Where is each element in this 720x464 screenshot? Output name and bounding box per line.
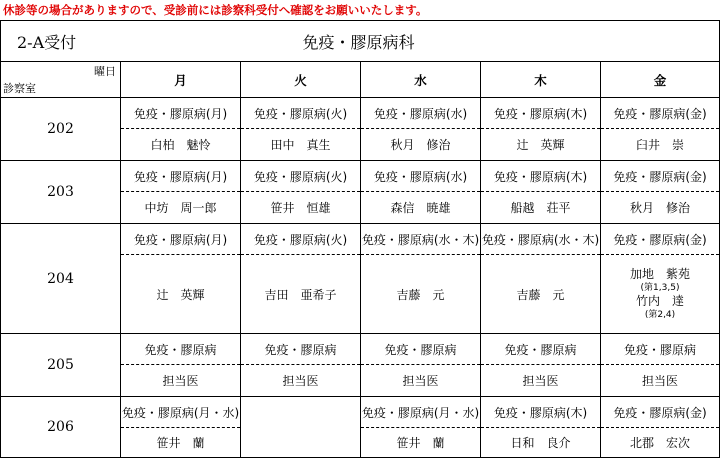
- dept-cell: 免疫・膠原病(火): [241, 98, 361, 129]
- doctor-cell: 辻 英輝: [481, 129, 601, 161]
- title-row: [1, 21, 720, 62]
- dept-cell: 免疫・膠原病(水・木): [481, 224, 601, 255]
- day-header-mon: 月: [121, 62, 241, 98]
- notice-text: 休診等の場合がありますので、受診前には診察科受付へ確認をお願いいたします。: [3, 3, 428, 17]
- reception-title: 2-A受付: [1, 21, 241, 62]
- doctor-cell: 吉田 亜希子: [241, 255, 361, 334]
- room-number-203: 203: [1, 161, 121, 224]
- doctor-cell-fri-rotation: [601, 255, 720, 334]
- dept-cell: 免疫・膠原病(木): [481, 98, 601, 129]
- doctor-cell: 船越 荘平: [481, 192, 601, 224]
- doctor-cell: 北郡 宏次: [601, 428, 720, 458]
- dept-cell: 免疫・膠原病(月): [121, 161, 241, 192]
- dept-cell: 免疫・膠原病(金): [601, 161, 720, 192]
- doctor-cell: 吉藤 元: [361, 255, 481, 334]
- weekday-label: 曜日: [94, 65, 116, 78]
- room-number-202: 202: [1, 98, 121, 161]
- week-note: (第1,3,5): [640, 283, 680, 293]
- dept-cell: 免疫・膠原病(金): [601, 224, 720, 255]
- doctor-cell: 臼井 崇: [601, 129, 720, 161]
- doctor-name: 加地 紫苑: [630, 267, 691, 281]
- dept-cell: 免疫・膠原病(水・木): [361, 224, 481, 255]
- room-label: 診察室: [3, 82, 36, 95]
- doctor-cell: 白柏 魅怜: [121, 129, 241, 161]
- room-204-dept-row: [1, 224, 720, 255]
- doctor-cell: 担当医: [361, 365, 481, 397]
- doctor-cell: 担当医: [241, 365, 361, 397]
- doctor-cell: 担当医: [481, 365, 601, 397]
- doctor-cell: 辻 英輝: [121, 255, 241, 334]
- dept-cell: 免疫・膠原病(金): [601, 98, 720, 129]
- schedule-table: [0, 20, 720, 458]
- dept-cell: 免疫・膠原病(木): [481, 161, 601, 192]
- dept-cell: 免疫・膠原病(木): [481, 397, 601, 428]
- day-header-fri: 金: [601, 62, 720, 98]
- day-header-thu: 木: [481, 62, 601, 98]
- room-202-dept-row: [1, 98, 720, 129]
- dept-cell: 免疫・膠原病(月・水): [121, 397, 241, 428]
- day-header-wed: 水: [361, 62, 481, 98]
- dept-cell: 免疫・膠原病(火): [241, 161, 361, 192]
- dept-cell: 免疫・膠原病: [361, 334, 481, 365]
- room-203-dept-row: [1, 161, 720, 192]
- doctor-cell: 笹井 蘭: [361, 428, 481, 458]
- dept-cell: 免疫・膠原病(水): [361, 98, 481, 129]
- room-number-205: 205: [1, 334, 121, 397]
- room-205-dept-row: [1, 334, 720, 365]
- dept-cell: 免疫・膠原病(月・水): [361, 397, 481, 428]
- doctor-cell: 担当医: [121, 365, 241, 397]
- dept-cell: 免疫・膠原病: [601, 334, 720, 365]
- corner-cell: [1, 62, 121, 98]
- doctor-cell: 笹井 恒雄: [241, 192, 361, 224]
- doctor-cell: 秋月 修治: [601, 192, 720, 224]
- room-206-dept-row: [1, 397, 720, 428]
- dept-cell: 免疫・膠原病(金): [601, 397, 720, 428]
- room-number-206: 206: [1, 397, 121, 458]
- doctor-cell: 中坊 周一郎: [121, 192, 241, 224]
- doctor-cell: 森信 暁雄: [361, 192, 481, 224]
- doctor-cell: 秋月 修治: [361, 129, 481, 161]
- dept-cell: 免疫・膠原病(火): [241, 224, 361, 255]
- dept-cell: 免疫・膠原病: [481, 334, 601, 365]
- room-number-204: 204: [1, 224, 121, 334]
- doctor-name: 竹内 達: [636, 294, 685, 308]
- dept-cell: 免疫・膠原病: [241, 334, 361, 365]
- dept-cell: 免疫・膠原病: [121, 334, 241, 365]
- empty-cell: [241, 397, 361, 458]
- day-header-tue: 火: [241, 62, 361, 98]
- department-title: 免疫・膠原病科: [241, 21, 720, 62]
- header-row: [1, 62, 720, 98]
- dept-cell: 免疫・膠原病(月): [121, 224, 241, 255]
- doctor-cell: 日和 良介: [481, 428, 601, 458]
- week-note: (第2,4): [644, 310, 676, 320]
- doctor-cell: 田中 真生: [241, 129, 361, 161]
- dept-cell: 免疫・膠原病(月): [121, 98, 241, 129]
- doctor-cell: 笹井 蘭: [121, 428, 241, 458]
- doctor-cell: 担当医: [601, 365, 720, 397]
- dept-cell: 免疫・膠原病(水): [361, 161, 481, 192]
- doctor-cell: 吉藤 元: [481, 255, 601, 334]
